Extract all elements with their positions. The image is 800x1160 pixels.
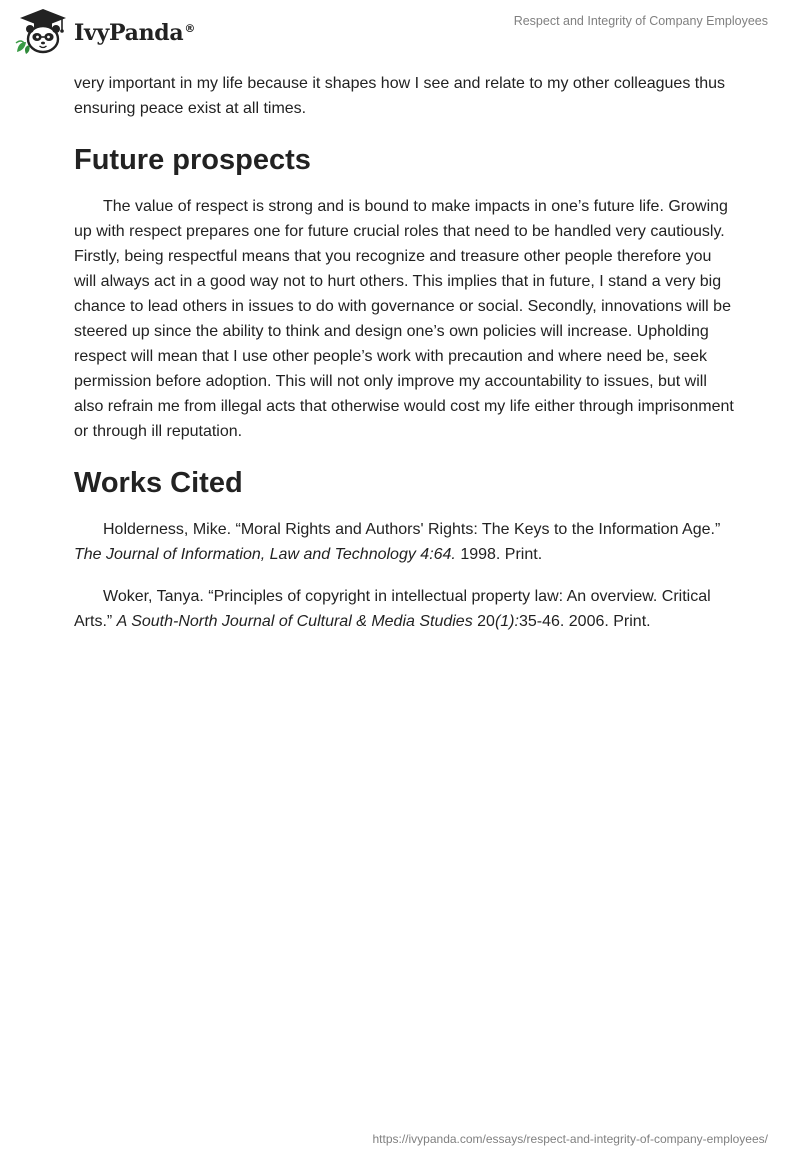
intro-paragraph: very important in my life because it shapes how I see and relate to my other colleagues thus ensuring peace exist at all times.	[74, 75, 726, 117]
future-prospects-paragraph: The value of respect is strong and is bound to make impacts in one’s future life. Growing up with respect prepares one for future crucial roles that need to be handled very cautiously. Firstly, being respectful means that you recognize and treasure other people therefore you will always act in a good way not to hurt others. This implies that in future, I stand a very big chance to lead others in issues to do with governance or social. Secondly, innovations will be steered up since the ability to think and design one’s own policies will increase. Upholding respect will mean that I use other people’s work with precaution and where need be, seek permission before adoption. This will not only improve my accountability to issues, but will also refrain me from illegal acts that otherwise would cost my life either through imprisonment or through ill reputation.	[74, 198, 734, 440]
citation-journal: The Journal of Information, Law and Technology 4:64.	[74, 546, 456, 563]
essay-body	[74, 71, 734, 651]
works-cited-heading: Works Cited	[74, 467, 243, 499]
citation-tail: 1998. Print.	[455, 546, 543, 563]
citation-holderness	[74, 517, 734, 567]
brand-name: IvyPanda®	[74, 20, 196, 46]
citation-journal: A South-North Journal of Cultural & Media Studies	[116, 613, 473, 630]
registered-mark: ®	[184, 21, 196, 35]
document-title: Respect and Integrity of Company Employees	[513, 14, 768, 28]
citation-lead: Woker, Tanya. “Principles of copyright in intellectual property law: An overview. Critical Arts.”	[74, 588, 711, 630]
citation-woker	[74, 584, 734, 634]
section-heading-future-prospects: Future prospects	[74, 144, 311, 176]
ivypanda-logo[interactable]	[14, 8, 195, 56]
citation-tail: 35-46. 2006. Print.	[518, 613, 651, 630]
panda-graduate-icon	[14, 8, 72, 56]
citation-lead: Holderness, Mike. “Moral Rights and Authors' Rights: The Keys to the Information Age.”	[103, 521, 721, 538]
citation-issue: (1):	[494, 613, 519, 630]
citation-volume: 20	[472, 613, 495, 630]
page-header	[0, 0, 800, 60]
source-url-link[interactable]: https://ivypanda.com/essays/respect-and-integrity-of-company-employees/	[372, 1132, 768, 1146]
